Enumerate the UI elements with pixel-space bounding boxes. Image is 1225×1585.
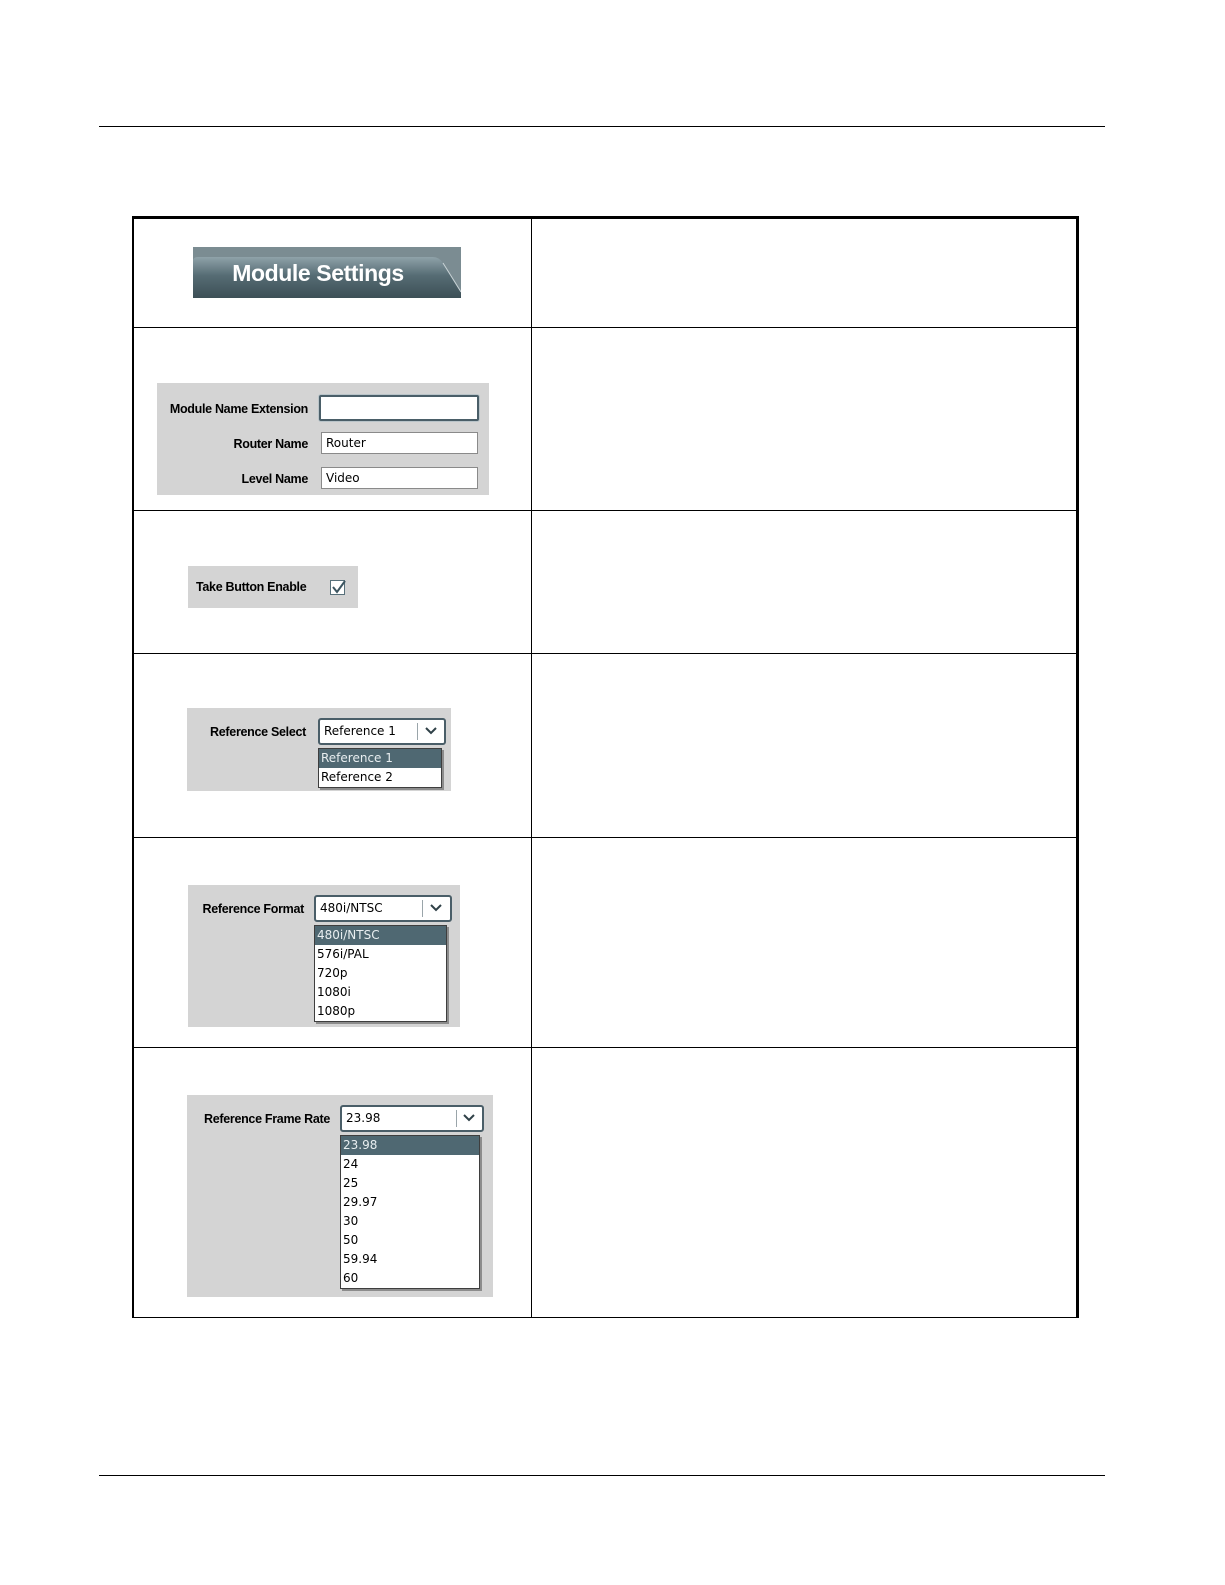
reference-select-cell (133, 654, 532, 838)
take-button-enable-label: Take Button Enable (196, 580, 307, 594)
reference-frame-rate-cell (133, 1048, 532, 1318)
option-1080i[interactable]: 1080i (317, 985, 351, 999)
option-24[interactable]: 24 (343, 1157, 359, 1171)
option-480i-ntsc[interactable]: 480i/NTSC (315, 926, 446, 945)
reference-format-panel (188, 885, 460, 1027)
reference-select-label: Reference Select (210, 725, 306, 739)
description-cell (532, 218, 1078, 328)
option-29-97[interactable]: 29.97 (343, 1195, 378, 1209)
footer-rule (99, 1475, 1105, 1476)
chevron-down-icon (462, 1112, 476, 1124)
reference-format-cell (133, 838, 532, 1048)
option-720p[interactable]: 720p (317, 966, 348, 980)
description-cell (532, 838, 1078, 1048)
table-row (133, 654, 1078, 838)
description-cell (532, 1048, 1078, 1318)
take-button-cell (133, 511, 532, 654)
option-60[interactable]: 60 (343, 1271, 359, 1285)
module-name-extension-input[interactable] (319, 395, 479, 421)
option-50[interactable]: 50 (343, 1233, 359, 1247)
reference-frame-rate-options (340, 1135, 480, 1289)
reference-frame-rate-panel (187, 1095, 493, 1297)
reference-frame-rate-value: 23.98 (346, 1111, 381, 1125)
table-row (133, 328, 1078, 511)
table-row (133, 511, 1078, 654)
reference-format-options (314, 925, 447, 1022)
reference-select-options (318, 748, 442, 788)
tab-cell (133, 218, 532, 328)
router-name-label: Router Name (233, 437, 308, 451)
option-30[interactable]: 30 (343, 1214, 359, 1228)
router-name-input[interactable]: Router (321, 432, 478, 454)
table-row (133, 838, 1078, 1048)
tab-label: Module Settings (232, 260, 404, 286)
name-fields-cell (133, 328, 532, 511)
settings-table (132, 216, 1079, 1318)
reference-frame-rate-label: Reference Frame Rate (203, 1112, 330, 1126)
chevron-down-icon (429, 902, 443, 914)
reference-select-value: Reference 1 (324, 724, 396, 738)
reference-select-panel (187, 708, 451, 791)
take-button-enable-checkbox[interactable] (330, 580, 345, 595)
reference-format-label: Reference Format (202, 902, 304, 916)
option-576i-pal[interactable]: 576i/PAL (317, 947, 369, 961)
chevron-down-icon (424, 725, 438, 737)
option-25[interactable]: 25 (343, 1176, 359, 1190)
header-rule (99, 126, 1105, 127)
option-23-98[interactable]: 23.98 (341, 1136, 479, 1155)
reference-format-dropdown[interactable] (314, 895, 452, 922)
option-59-94[interactable]: 59.94 (343, 1252, 378, 1266)
description-cell (532, 654, 1078, 838)
module-settings-tab[interactable] (193, 247, 461, 298)
option-1080p[interactable]: 1080p (317, 1004, 356, 1018)
description-cell (532, 328, 1078, 511)
description-cell (532, 511, 1078, 654)
table-row (133, 1048, 1078, 1318)
option-reference-1[interactable]: Reference 1 (319, 749, 441, 768)
dropdown-separator (417, 723, 418, 740)
option-reference-2[interactable]: Reference 2 (321, 770, 393, 784)
reference-select-dropdown[interactable] (318, 718, 446, 745)
name-fields-panel (157, 383, 489, 495)
checkmark-icon (330, 578, 348, 596)
module-name-extension-label: Module Name Extension (169, 402, 308, 416)
take-button-panel (188, 566, 358, 608)
dropdown-separator (456, 1110, 457, 1127)
reference-format-value: 480i/NTSC (320, 901, 383, 915)
table-row (133, 218, 1078, 328)
level-name-input[interactable]: Video (321, 467, 478, 489)
level-name-label: Level Name (241, 472, 308, 486)
dropdown-separator (422, 900, 423, 917)
reference-frame-rate-dropdown[interactable] (340, 1105, 484, 1132)
